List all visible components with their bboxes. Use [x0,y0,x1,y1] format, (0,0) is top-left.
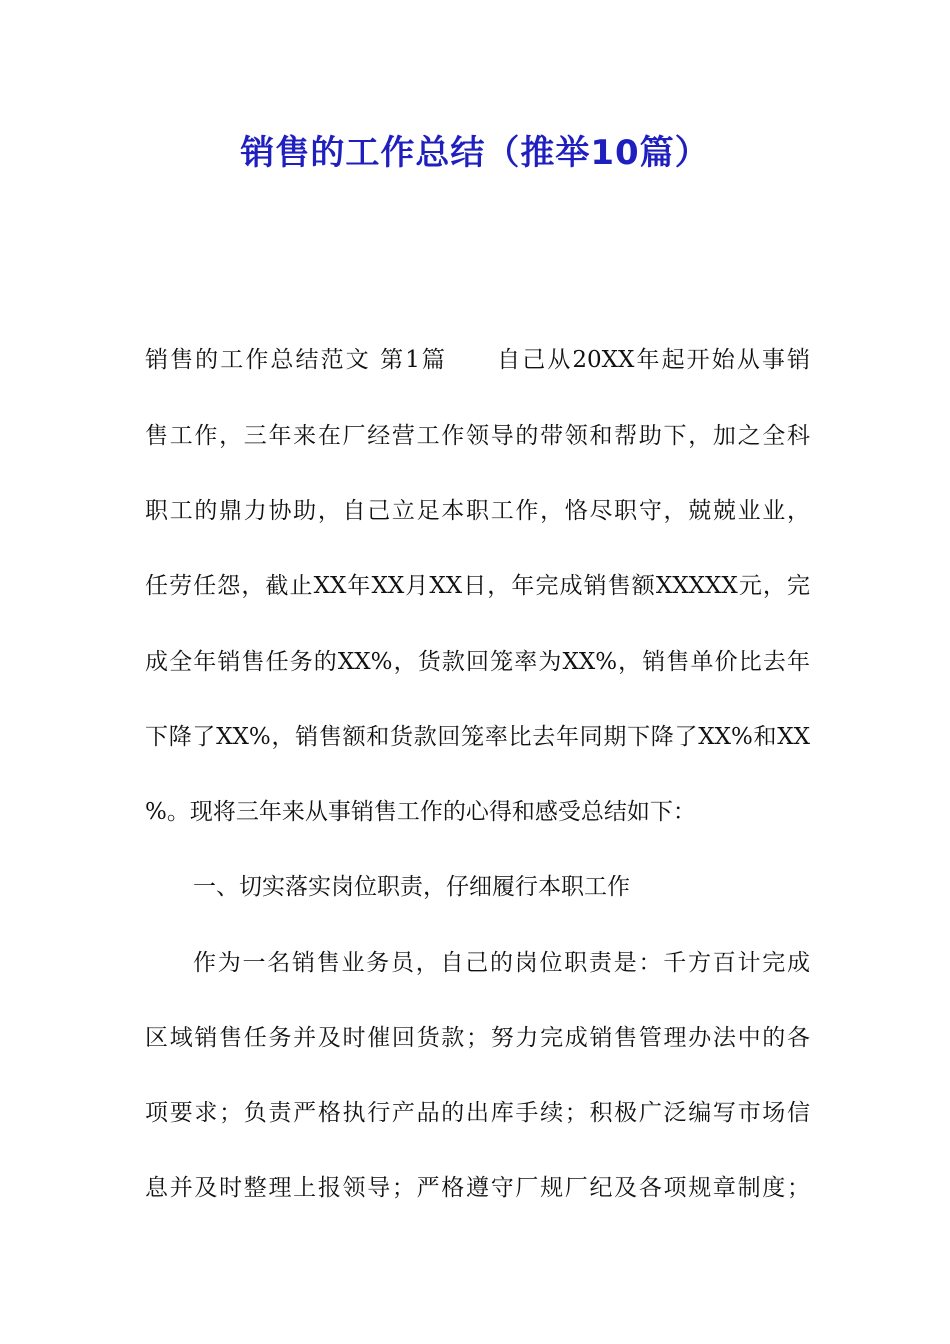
document-title: 销售的工作总结（推举10篇） [240,133,710,173]
paragraph-line: 售工作，三年来在厂经营工作领导的带领和帮助下，加之全科 [145,423,810,449]
paragraph-line: 下降了XX%，销售额和货款回笼率比去年同期下降了XX%和XX [145,724,810,750]
paragraph-line: 息并及时整理上报领导；严格遵守厂规厂纪及各项规章制度； [145,1175,810,1201]
paragraph-line: 区域销售任务并及时催回货款；努力完成销售管理办法中的各 [145,1025,810,1051]
paragraph-line: 作为一名销售业务员，自己的岗位职责是：千方百计完成 [193,950,810,976]
section-heading: 一、切实落实岗位职责，仔细履行本职工作 [193,874,630,900]
paragraph-line: %。现将三年来从事销售工作的心得和感受总结如下： [145,799,696,825]
paragraph-line: 项要求；负责严格执行产品的出库手续；积极广泛编写市场信 [145,1100,810,1126]
paragraph-line: 成全年销售任务的XX%，货款回笼率为XX%，销售单价比去年 [145,649,810,675]
paragraph-line: 销售的工作总结范文 第1篇 自己从20XX年起开始从事销 [145,347,810,373]
paragraph-line: 职工的鼎力协助，自己立足本职工作，恪尽职守，兢兢业业， [145,498,810,524]
paragraph-line: 任劳任怨，截止XX年XX月XX日，年完成销售额XXXXX元，完 [145,573,810,599]
